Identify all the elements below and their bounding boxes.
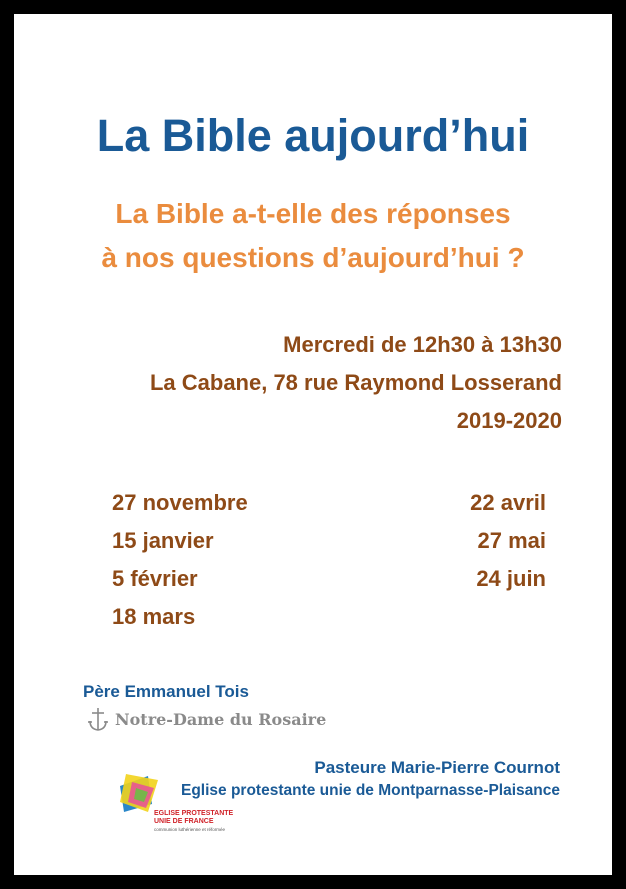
subtitle-line-2: à nos questions d’aujourd’hui ? <box>101 242 525 273</box>
cross-anchor-icon <box>87 706 109 732</box>
epudf-logo <box>118 772 234 834</box>
date-item: 18 mars <box>112 604 196 629</box>
poster-sheet <box>14 14 612 875</box>
catholic-speaker: Père Emmanuel Tois <box>83 682 249 701</box>
schedule-time: Mercredi de 12h30 à 13h30 <box>283 332 562 357</box>
season-year: 2019-2020 <box>456 408 562 433</box>
date-item: 22 avril <box>470 490 546 515</box>
poster-title: La Bible aujourd’hui <box>96 110 530 161</box>
venue-address: La Cabane, 78 rue Raymond Losserand <box>149 370 562 395</box>
epudf-logo-text-2: UNIE DE FRANCE <box>154 818 214 825</box>
epudf-logo-text-3: communion luthérienne et réformée <box>154 827 226 832</box>
parish-name: Notre-Dame du Rosaire <box>115 709 327 729</box>
date-item: 5 février <box>112 566 198 591</box>
date-item: 27 novembre <box>112 490 248 515</box>
subtitle-line-1: La Bible a-t-elle des réponses <box>115 198 511 229</box>
date-item: 15 janvier <box>112 528 214 553</box>
protestant-speaker: Pasteure Marie-Pierre Cournot <box>314 758 560 777</box>
parish-signature <box>87 706 326 732</box>
epudf-logo-text-1: EGLISE PROTESTANTE <box>154 810 234 817</box>
church-name: Eglise protestante unie de Montparnasse-Plaisance <box>180 782 560 799</box>
date-item: 27 mai <box>477 528 546 553</box>
date-item: 24 juin <box>476 566 546 591</box>
